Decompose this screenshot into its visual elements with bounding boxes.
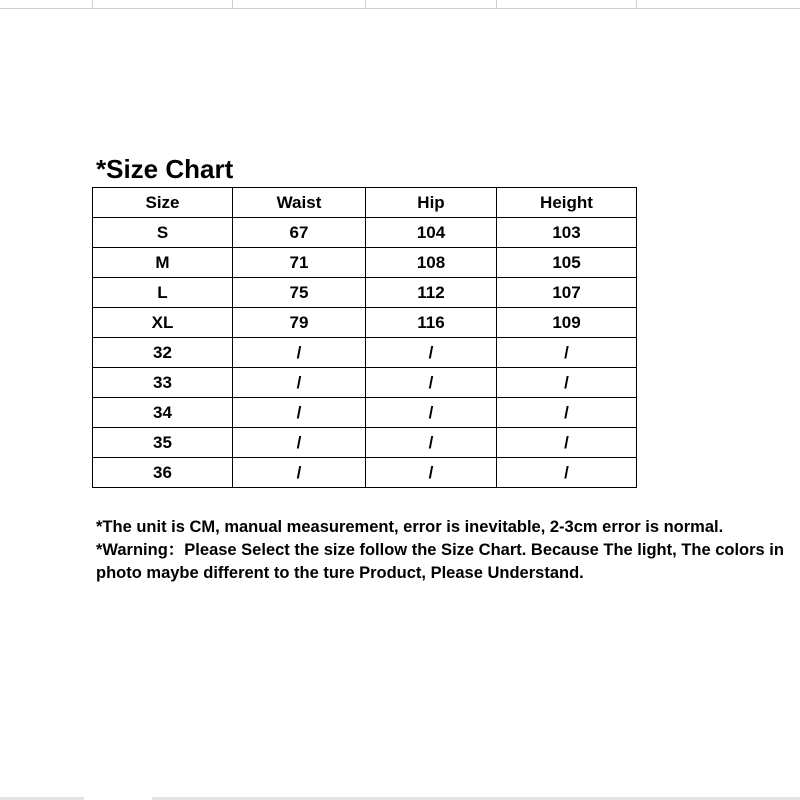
table-row: [93, 398, 637, 428]
table-row: [93, 458, 637, 488]
grid-line: [92, 0, 93, 8]
cell-height: /: [497, 428, 637, 458]
cell-waist: /: [233, 428, 366, 458]
cell-waist: /: [233, 368, 366, 398]
cell-size: 35: [93, 428, 233, 458]
cell-waist: 79: [233, 308, 366, 338]
size-chart-title: *Size Chart: [96, 154, 234, 184]
unit-note: *The unit is CM, manual measurement, error is inevitable, 2-3cm error is normal.: [96, 518, 724, 536]
spreadsheet-top-edge: [0, 0, 800, 9]
cell-hip: 112: [366, 278, 497, 308]
cell-size: S: [93, 218, 233, 248]
cell-size: 34: [93, 398, 233, 428]
grid-line: [636, 0, 637, 8]
cell-hip: /: [366, 428, 497, 458]
table-row: [93, 248, 637, 278]
table-row: [93, 368, 637, 398]
cell-height: 109: [497, 308, 637, 338]
cell-height: /: [497, 398, 637, 428]
cell-waist: 67: [233, 218, 366, 248]
cell-height: 105: [497, 248, 637, 278]
header-waist: Waist: [233, 188, 366, 218]
size-notes: [96, 516, 796, 585]
cell-hip: 116: [366, 308, 497, 338]
spreadsheet-bottom-edge: [0, 796, 800, 800]
grid-line: [496, 0, 497, 8]
table-header-row: [93, 188, 637, 218]
cell-hip: /: [366, 398, 497, 428]
table-row: [93, 218, 637, 248]
cell-size: 36: [93, 458, 233, 488]
cell-height: 103: [497, 218, 637, 248]
cell-height: /: [497, 338, 637, 368]
table-row: [93, 278, 637, 308]
header-hip: Hip: [366, 188, 497, 218]
cell-size: XL: [93, 308, 233, 338]
cell-waist: /: [233, 398, 366, 428]
cell-size: 32: [93, 338, 233, 368]
table-row: [93, 428, 637, 458]
table-row: [93, 308, 637, 338]
size-chart-table: [92, 187, 637, 488]
cell-hip: /: [366, 368, 497, 398]
cell-hip: /: [366, 458, 497, 488]
cell-waist: 75: [233, 278, 366, 308]
cell-waist: /: [233, 458, 366, 488]
cell-height: 107: [497, 278, 637, 308]
cell-height: /: [497, 458, 637, 488]
cell-size: M: [93, 248, 233, 278]
cell-waist: /: [233, 338, 366, 368]
cell-size: 33: [93, 368, 233, 398]
header-size: Size: [93, 188, 233, 218]
header-height: Height: [497, 188, 637, 218]
grid-line: [232, 0, 233, 8]
warning-note: *Warning：Please Select the size follow the Size Chart. Because The light, The colors in photo maybe different to the ture Product, Please Understand.: [96, 541, 784, 582]
cell-size: L: [93, 278, 233, 308]
cell-waist: 71: [233, 248, 366, 278]
cell-hip: 108: [366, 248, 497, 278]
cell-hip: /: [366, 338, 497, 368]
table-row: [93, 338, 637, 368]
grid-line: [365, 0, 366, 8]
cell-hip: 104: [366, 218, 497, 248]
cell-height: /: [497, 368, 637, 398]
